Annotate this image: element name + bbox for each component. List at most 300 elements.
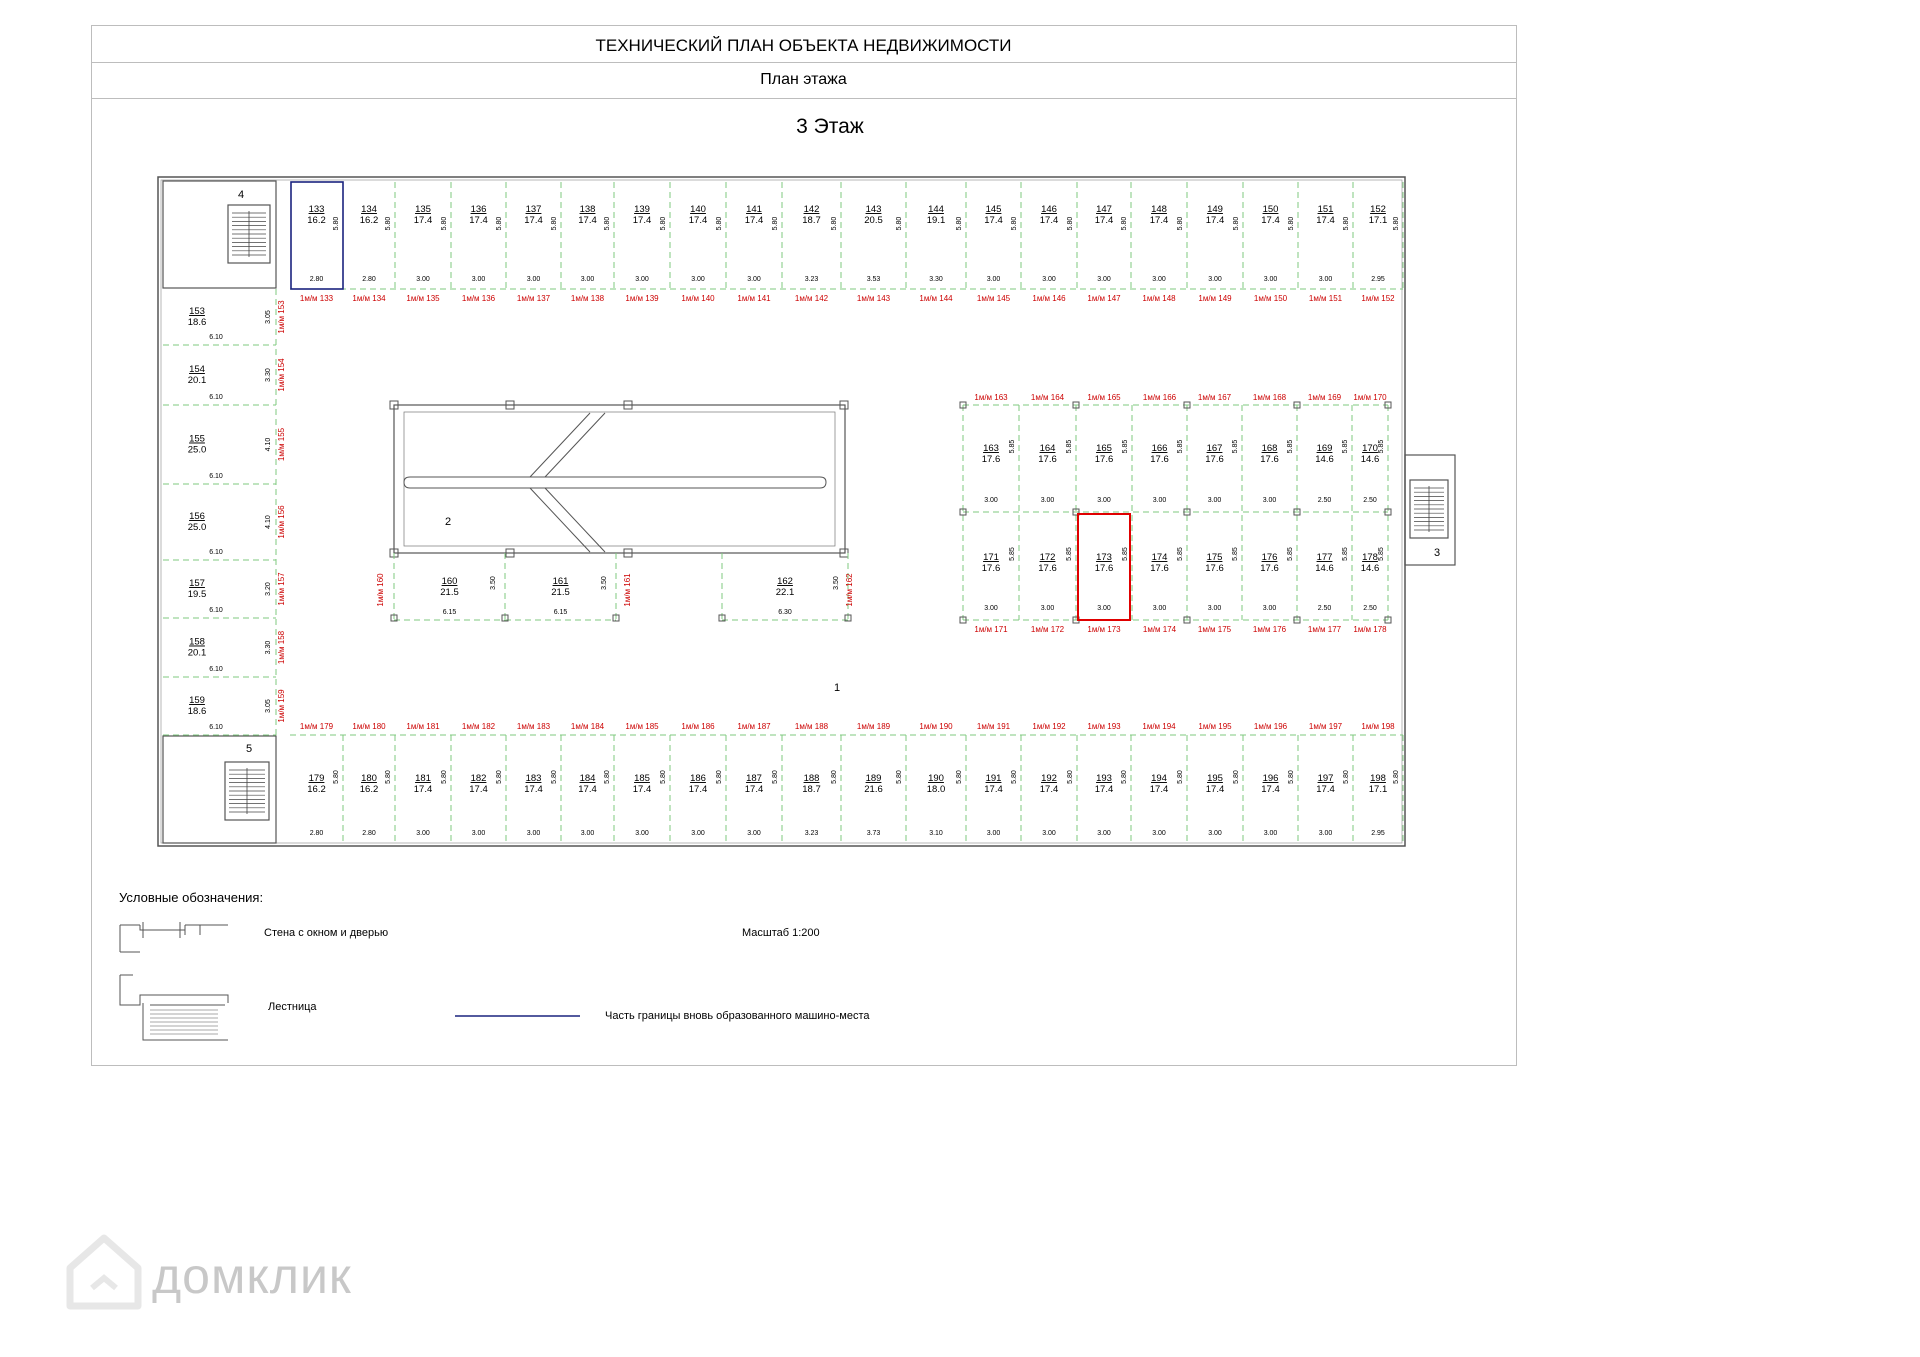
spot-area: 14.6 (1315, 454, 1334, 465)
spot-depth-dim: 5.85 (1009, 439, 1016, 454)
spot-area: 17.4 (744, 215, 764, 226)
spot-number: 185 (634, 773, 650, 784)
spot-tag-145: 1м/м 145 (976, 294, 1011, 303)
spot-width-dim: 3.00 (1207, 605, 1222, 612)
spot-number: 165 (1096, 443, 1112, 454)
spot-area: 17.4 (744, 784, 764, 795)
spot-depth-dim: 5.85 (1378, 547, 1385, 561)
floor-label: 3 Этаж (796, 115, 864, 138)
spot-tag-143: 1м/м 143 (856, 294, 891, 303)
spot-area: 17.4 (413, 215, 433, 226)
spot-depth-dim: 5.85 (1122, 547, 1129, 561)
spot-depth-dim: 5.80 (441, 770, 448, 784)
spot-width-dim: 3.00 (526, 276, 541, 283)
spot-depth-dim: 5.85 (1177, 439, 1184, 454)
spot-width-dim: 3.50 (601, 576, 608, 590)
spot-width-dim: 3.73 (866, 830, 881, 837)
spot-tag-148: 1м/м 148 (1142, 294, 1176, 303)
spot-area: 21.6 (864, 784, 883, 795)
spot-width-dim: 3.00 (1097, 497, 1111, 504)
spot-number: 162 (777, 576, 793, 587)
spot-depth-dim: 5.80 (1233, 770, 1240, 784)
spot-tag-175: 1м/м 175 (1197, 625, 1232, 634)
spot-tag-150: 1м/м 150 (1253, 294, 1288, 303)
spot-area: 17.4 (524, 784, 543, 795)
spot-width-dim: 3.20 (265, 582, 272, 596)
spot-area: 17.4 (1149, 215, 1169, 226)
spot-width-dim: 3.00 (1208, 276, 1222, 283)
spot-area: 17.6 (1150, 563, 1169, 574)
spot-tag-154: 1м/м 154 (277, 358, 286, 392)
spot-tag-196: 1м/м 196 (1253, 722, 1288, 731)
spot-depth-dim: 5.80 (772, 770, 779, 784)
spot-tag-161: 1м/м 161 (623, 573, 632, 607)
spot-tag-186: 1м/м 186 (681, 722, 715, 731)
spot-area: 21.5 (551, 587, 570, 598)
house-logo-icon (62, 1228, 146, 1312)
spot-area: 17.6 (981, 563, 1001, 574)
spot-width-dim: 3.23 (804, 830, 819, 837)
spot-depth-dim: 5.80 (385, 216, 392, 231)
spot-width-dim: 3.00 (1097, 830, 1111, 837)
spot-width-dim: 3.53 (866, 276, 881, 283)
spot-area: 17.4 (632, 215, 652, 226)
spot-tag-176: 1м/м 176 (1252, 625, 1287, 634)
spot-area: 20.5 (864, 215, 883, 226)
spot-width-dim: 3.00 (1262, 605, 1277, 612)
spot-number: 180 (361, 773, 377, 784)
spot-tag-144: 1м/м 144 (919, 294, 953, 303)
ramp-lane (404, 477, 826, 488)
spot-depth-dim: 5.80 (1177, 770, 1184, 784)
spot-depth-dim: 5.80 (956, 770, 963, 784)
spot-area: 17.6 (1150, 454, 1169, 465)
spot-depth-dim: 5.85 (1122, 439, 1129, 454)
spot-width-dim: 3.00 (691, 276, 705, 283)
spot-area: 16.2 (307, 784, 326, 795)
spot-number: 183 (525, 773, 542, 784)
spot-width-dim: 3.05 (265, 310, 272, 324)
plan-subtitle: План этажа (760, 71, 847, 88)
spot-number: 168 (1261, 443, 1278, 454)
spot-tag-180: 1м/м 180 (352, 722, 386, 731)
spot-tag-135: 1м/м 135 (406, 294, 440, 303)
spot-width-dim: 3.00 (635, 276, 649, 283)
spot-number: 190 (928, 773, 944, 784)
spot-area: 19.5 (187, 589, 207, 600)
spot-tag-163: 1м/м 163 (974, 393, 1008, 402)
spot-area: 17.4 (413, 784, 433, 795)
spot-tag-157: 1м/м 157 (277, 572, 286, 606)
spot-area: 17.4 (1261, 215, 1280, 226)
ramp-outline (394, 405, 845, 553)
spot-width-dim: 3.00 (984, 605, 998, 612)
spot-width-dim: 3.05 (265, 699, 272, 713)
spot-depth-dim: 5.80 (1121, 216, 1128, 231)
spot-tag-193: 1м/м 193 (1087, 722, 1121, 731)
spot-width-dim: 3.30 (929, 276, 943, 283)
spot-area: 17.6 (1094, 563, 1114, 574)
spot-area: 25.0 (187, 444, 207, 456)
spot-depth-dim: 5.85 (1066, 439, 1073, 454)
spot-number: 157 (189, 578, 205, 589)
spot-tag-177: 1м/м 177 (1307, 625, 1342, 634)
spot-number: 195 (1207, 773, 1223, 784)
spot-number: 153 (189, 306, 205, 317)
spot-area: 18.7 (802, 215, 821, 226)
spot-number: 134 (361, 204, 377, 215)
spot-number: 194 (1151, 773, 1167, 784)
spot-number: 156 (189, 511, 205, 522)
spot-depth-dim: 5.80 (956, 216, 963, 231)
spot-number: 141 (746, 204, 762, 215)
spot-width-dim: 2.80 (362, 830, 376, 837)
spot-tag-155: 1м/м 155 (277, 427, 286, 462)
spot-width-dim: 3.00 (1207, 497, 1222, 504)
spot-tag-158: 1м/м 158 (277, 630, 286, 665)
spot-depth-dim: 5.80 (604, 770, 611, 784)
legend-boundary-label: Часть границы вновь образованного машино-места (605, 1010, 870, 1022)
spot-tag-142: 1м/м 142 (794, 294, 829, 303)
spot-number: 174 (1151, 552, 1168, 563)
spot-number: 154 (189, 364, 205, 375)
spot-number: 160 (441, 576, 458, 587)
spot-depth-dim: 5.80 (896, 770, 903, 784)
spot-area: 17.4 (984, 784, 1003, 795)
spot-depth-dim: 5.85 (1232, 439, 1239, 454)
spot-number: 135 (415, 204, 431, 215)
spot-tag-182: 1м/м 182 (461, 722, 496, 731)
stair-room-4 (163, 181, 276, 288)
spot-width-dim: 2.80 (309, 276, 324, 283)
spot-area: 17.1 (1368, 215, 1388, 226)
spot-area: 22.1 (775, 587, 795, 598)
spot-depth-dim: 5.80 (1177, 216, 1184, 231)
spot-tag-170: 1м/м 170 (1353, 393, 1387, 402)
spot-tag-136: 1м/м 136 (461, 294, 496, 303)
spot-area: 17.4 (688, 215, 708, 226)
spot-number: 139 (634, 204, 650, 215)
spot-number: 193 (1096, 773, 1112, 784)
spot-depth-dim: 5.80 (1011, 216, 1018, 231)
boundary-spot-133 (291, 182, 343, 289)
spot-area: 17.4 (524, 215, 543, 226)
spot-depth-dim: 5.80 (551, 770, 558, 784)
spot-depth-dim: 6.10 (209, 549, 223, 556)
spot-depth-dim: 5.80 (1288, 770, 1295, 784)
spot-area: 18.6 (187, 317, 207, 328)
spot-area: 14.6 (1315, 563, 1334, 574)
spot-depth-dim: 5.80 (1343, 770, 1350, 784)
spot-number: 179 (308, 773, 325, 784)
spot-tag-189: 1м/м 189 (856, 722, 891, 731)
spot-area: 17.4 (1094, 784, 1114, 795)
spot-depth-dim: 5.80 (716, 216, 723, 231)
spot-number: 181 (415, 773, 431, 784)
spot-area: 16.2 (359, 215, 379, 226)
spot-area: 17.4 (1039, 784, 1059, 795)
spot-width-dim: 3.00 (1097, 605, 1111, 612)
spot-depth-dim: 5.85 (1066, 547, 1073, 561)
spot-number: 158 (189, 636, 205, 648)
spot-area: 17.4 (469, 215, 488, 226)
ramp-inner (404, 412, 835, 546)
spot-width-dim: 3.00 (471, 276, 486, 283)
spot-depth-dim: 5.80 (896, 216, 903, 231)
spot-tag-185: 1м/м 185 (625, 722, 659, 731)
spot-width-dim: 3.00 (1040, 497, 1055, 504)
spot-tag-166: 1м/м 166 (1142, 393, 1177, 402)
spot-tag-140: 1м/м 140 (681, 294, 715, 303)
spot-width-dim: 3.00 (1262, 497, 1277, 504)
spot-width-dim: 3.00 (1318, 830, 1333, 837)
spot-width-dim: 2.80 (362, 276, 376, 283)
spot-number: 146 (1041, 204, 1057, 215)
spot-tag-179: 1м/м 179 (299, 722, 334, 731)
zone-label-1: 1 (833, 682, 841, 694)
ramp-diagonal (545, 413, 605, 477)
spot-number: 145 (985, 204, 1002, 215)
spot-depth-dim: 5.80 (831, 770, 838, 784)
spot-tag-139: 1м/м 139 (625, 294, 659, 303)
spot-width-dim: 3.00 (1263, 830, 1278, 837)
spot-depth-dim: 5.85 (1287, 439, 1294, 454)
spot-depth-dim: 5.80 (1233, 216, 1240, 231)
spot-number: 142 (803, 204, 820, 215)
ramp-diagonal (530, 413, 590, 477)
spot-depth-dim: 6.15 (553, 609, 568, 616)
ramp-diagonal (530, 488, 590, 552)
spot-number: 175 (1206, 552, 1223, 563)
spot-depth-dim: 5.85 (1287, 547, 1294, 561)
spot-width-dim: 3.00 (1152, 497, 1167, 504)
spot-depth-dim: 5.80 (716, 770, 723, 784)
spot-number: 138 (579, 204, 596, 215)
spot-depth-dim: 5.80 (496, 770, 503, 784)
spot-number: 147 (1096, 204, 1112, 215)
spot-depth-dim: 6.10 (209, 334, 223, 341)
spot-area: 21.5 (440, 587, 459, 598)
spot-number: 176 (1261, 552, 1278, 563)
spot-tag-169: 1м/м 169 (1307, 393, 1342, 402)
spot-width-dim: 3.00 (416, 276, 430, 283)
spot-area: 17.4 (1149, 784, 1169, 795)
spot-tag-134: 1м/м 134 (352, 294, 386, 303)
spot-width-dim: 3.00 (1097, 276, 1111, 283)
spot-number: 192 (1041, 773, 1057, 784)
spot-width-dim: 3.30 (265, 640, 272, 655)
spot-area: 17.4 (1205, 215, 1225, 226)
spot-number: 150 (1262, 204, 1279, 215)
spot-depth-dim: 5.85 (1378, 439, 1385, 454)
spot-number: 191 (985, 773, 1002, 784)
spot-depth-dim: 5.85 (1009, 547, 1016, 561)
spot-tag-141: 1м/м 141 (737, 294, 771, 303)
spot-tag-195: 1м/м 195 (1198, 722, 1232, 731)
spot-tag-197: 1м/м 197 (1308, 722, 1343, 731)
zone-label-2: 2 (444, 516, 452, 528)
spot-number: 133 (308, 204, 325, 215)
spot-tag-153: 1м/м 153 (277, 300, 286, 334)
spot-depth-dim: 5.85 (1232, 547, 1239, 561)
spot-depth-dim: 5.80 (831, 216, 838, 231)
spot-tag-190: 1м/м 190 (919, 722, 953, 731)
spot-area: 14.6 (1360, 563, 1380, 574)
spot-width-dim: 2.95 (1371, 830, 1385, 837)
spot-depth-dim: 5.80 (333, 770, 340, 784)
spot-width-dim: 3.00 (1040, 605, 1055, 612)
spot-number: 173 (1096, 552, 1112, 563)
spot-depth-dim: 6.30 (778, 609, 792, 616)
spot-width-dim: 3.00 (635, 830, 649, 837)
spot-area: 17.6 (1260, 454, 1279, 465)
spot-width-dim: 3.50 (490, 576, 497, 590)
spot-number: 184 (579, 773, 596, 784)
spot-depth-dim: 5.80 (385, 770, 392, 784)
spot-number: 155 (189, 433, 205, 445)
spot-tag-138: 1м/м 138 (570, 294, 605, 303)
spot-tag-192: 1м/м 192 (1032, 722, 1066, 731)
spot-number: 182 (470, 773, 487, 784)
spot-tag-191: 1м/м 191 (976, 722, 1011, 731)
spot-tag-183: 1м/м 183 (516, 722, 551, 731)
spot-width-dim: 3.00 (416, 830, 430, 837)
spot-area: 17.6 (981, 454, 1001, 465)
spot-tag-159: 1м/м 159 (277, 689, 286, 723)
spot-area: 17.6 (1038, 563, 1057, 574)
staircase-5-icon (225, 762, 269, 820)
spot-area: 17.4 (469, 784, 488, 795)
spot-width-dim: 3.00 (580, 830, 595, 837)
spot-width-dim: 3.00 (471, 830, 486, 837)
spot-number: 169 (1316, 443, 1333, 454)
zone-label-5: 5 (245, 743, 253, 755)
spot-area: 18.7 (802, 784, 821, 795)
spot-width-dim: 3.30 (265, 368, 272, 382)
spot-number: 196 (1262, 773, 1279, 784)
spot-tag-168: 1м/м 168 (1252, 393, 1287, 402)
spot-number: 178 (1362, 552, 1378, 563)
spot-tag-164: 1м/м 164 (1030, 393, 1065, 402)
spot-tag-194: 1м/м 194 (1142, 722, 1176, 731)
spot-depth-dim: 6.10 (209, 394, 223, 401)
spot-depth-dim: 5.80 (772, 216, 779, 231)
spot-number: 163 (983, 443, 999, 454)
ramp-diagonal (545, 488, 605, 552)
spot-number: 159 (189, 695, 205, 706)
spot-area: 17.4 (1261, 784, 1280, 795)
spot-tag-152: 1м/м 152 (1361, 294, 1395, 303)
spot-depth-dim: 5.80 (660, 216, 667, 231)
spot-width-dim: 3.00 (1152, 605, 1167, 612)
spot-tag-149: 1м/м 149 (1198, 294, 1232, 303)
spot-width-dim: 2.50 (1363, 605, 1377, 612)
spot-area: 17.4 (578, 784, 597, 795)
spot-area: 16.2 (307, 215, 326, 226)
spot-width-dim: 3.00 (986, 276, 1001, 283)
spot-width-dim: 3.00 (691, 830, 705, 837)
spot-tag-181: 1м/м 181 (406, 722, 440, 731)
spot-width-dim: 2.80 (309, 830, 324, 837)
spot-tag-173: 1м/м 173 (1087, 625, 1121, 634)
spot-number: 151 (1317, 204, 1334, 215)
spot-area: 17.6 (1094, 454, 1114, 465)
legend-wall-label: Стена с окном и дверью (264, 927, 389, 939)
spot-width-dim: 2.50 (1363, 497, 1377, 504)
spot-number: 161 (552, 576, 569, 587)
spot-area: 20.1 (187, 647, 207, 659)
spot-width-dim: 3.00 (747, 276, 761, 283)
spot-depth-dim: 6.10 (209, 607, 223, 614)
spot-area: 16.2 (359, 784, 379, 795)
spot-width-dim: 3.00 (580, 276, 595, 283)
spot-tag-156: 1м/м 156 (277, 505, 286, 539)
spot-number: 171 (983, 552, 999, 563)
spot-depth-dim: 6.10 (209, 666, 223, 673)
spot-number: 198 (1370, 773, 1386, 784)
legend-title: Условные обозначения: (119, 890, 264, 905)
spot-tag-198: 1м/м 198 (1361, 722, 1395, 731)
scale-label: Масштаб 1:200 (742, 927, 820, 939)
spot-number: 149 (1207, 204, 1223, 215)
spot-area: 17.4 (632, 784, 652, 795)
spot-tag-172: 1м/м 172 (1030, 625, 1065, 634)
spot-width-dim: 4.10 (265, 437, 272, 452)
spot-width-dim: 3.50 (833, 576, 840, 590)
spot-width-dim: 2.50 (1317, 497, 1332, 504)
spot-width-dim: 3.00 (986, 830, 1001, 837)
spot-width-dim: 3.10 (929, 830, 943, 837)
spot-area: 25.0 (187, 522, 207, 533)
spot-depth-dim: 5.85 (1342, 547, 1349, 561)
spot-width-dim: 4.10 (265, 515, 272, 529)
zone-label-3: 3 (1433, 547, 1441, 559)
spot-area: 17.4 (1316, 784, 1335, 795)
spot-tag-174: 1м/м 174 (1142, 625, 1177, 634)
spot-number: 137 (525, 204, 542, 215)
staircase-3-icon (1410, 480, 1448, 538)
spot-depth-dim: 6.10 (209, 473, 223, 480)
spot-tag-146: 1м/м 146 (1032, 294, 1066, 303)
spot-tag-184: 1м/м 184 (570, 722, 605, 731)
spot-depth-dim: 5.80 (441, 216, 448, 231)
spot-tag-167: 1м/м 167 (1197, 393, 1232, 402)
spot-depth-dim: 6.15 (442, 609, 457, 616)
spot-number: 197 (1317, 773, 1334, 784)
spot-depth-dim: 5.85 (1342, 439, 1349, 454)
spot-depth-dim: 5.80 (1393, 216, 1400, 231)
spot-depth-dim: 5.80 (1121, 770, 1128, 784)
staircase-4-icon (228, 205, 270, 263)
spot-width-dim: 3.00 (1208, 830, 1222, 837)
spot-area: 17.4 (1316, 215, 1335, 226)
spot-number: 140 (690, 204, 706, 215)
legend-wall-symbol (120, 922, 228, 952)
spot-number: 144 (928, 204, 944, 215)
spot-area: 17.1 (1368, 784, 1388, 795)
spot-width-dim: 3.00 (1042, 276, 1056, 283)
spot-number: 189 (865, 773, 882, 784)
spot-number: 148 (1151, 204, 1167, 215)
spot-number: 170 (1362, 443, 1378, 454)
spot-number: 164 (1039, 443, 1056, 454)
spot-number: 188 (803, 773, 820, 784)
spot-area: 20.1 (187, 375, 207, 386)
spot-depth-dim: 5.80 (496, 216, 503, 231)
spot-tag-133: 1м/м 133 (299, 294, 334, 303)
spot-number: 172 (1039, 552, 1056, 563)
spot-depth-dim: 5.80 (551, 216, 558, 231)
